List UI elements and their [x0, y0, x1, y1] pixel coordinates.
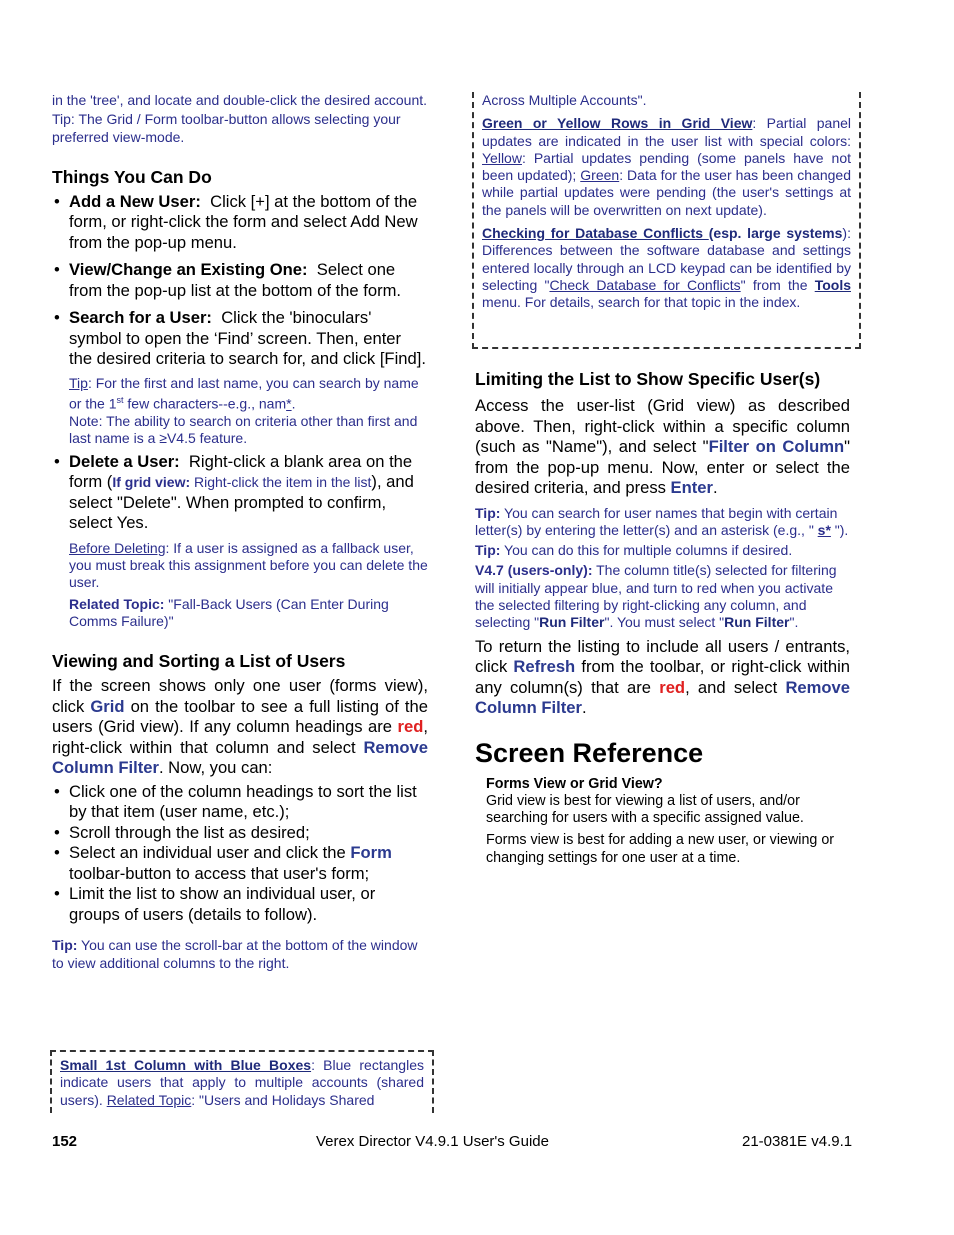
viewing-paragraph: If the screen shows only one user (forms view), click Grid on the toolbar to see a full listing of the users (Grid view). If any column headings are red, right-click within that column and select Remove Column Filter. Now, you can: [52, 676, 429, 778]
document-title: Verex Director V4.9.1 User's Guide [316, 1133, 549, 1150]
v47-note: V4.7 (users-only): The column title(s) selected for filtering will initially appear blue, and turn to red when you activate the selected filtering by right-clicking any column, and selecting "Run Filter". You must select "Run Filter". [475, 562, 837, 631]
viewing-list [52, 782, 428, 926]
green-yellow-note: Green or Yellow Rows in Grid View: Partial panel updates are indicated in the user list with special colors: Yellow: Partial updates pending (some panels have not been updated); Green: Data for the user has been changed while partial updates were pending (the user's settings at the panels will be overwritten on next update). [482, 115, 851, 218]
forms-or-grid-section [486, 776, 850, 867]
list-item: • Limit the list to show an individual user, or groups of users (details to follow). [52, 884, 428, 925]
grid-view-text: Grid view is best for viewing a list of users, and/or searching for users with a specific assigned value. [486, 792, 804, 827]
right-column [475, 368, 850, 867]
forms-view-text: Forms view is best for adding a new user, or viewing or changing settings for one user at a time. [486, 832, 835, 866]
forms-or-grid-heading: Forms View or Grid View? [486, 775, 663, 792]
search-tip: Tip: For the first and last name, you can search by name or the 1st few characters--e.g., nam*. Note: The ability to search on criteria other than first and last name is a ≥V4.5 feature. [69, 374, 419, 447]
things-list [52, 192, 428, 370]
asterisk-tip: Tip: You can search for user names that begin with certain letter(s) by entering the letter(s) and an asterisk (e.g., " s* "). [475, 504, 849, 538]
limiting-paragraph: Access the user-list (Grid view) as described above. Then, right-click within a specific column (such as "Name"), and select "Filter on Column" from the pop-up menu. Now, enter or select the desired criteria, and press Enter. [475, 396, 850, 497]
intro-tip: Tip: The Grid / Form toolbar-button allows selecting your preferred view-mode. [52, 111, 401, 145]
list-item: • Delete a User: Right-click a blank area on the form (If grid view: Right-click the item in the list), and select "Delete". When prompted to confirm, select Yes. [52, 452, 428, 534]
shared-users-note-box: Small 1st Column with Blue Boxes: Blue rectangles indicate users that apply to multiple accounts (shared users). Related Topic: "Users and Holidays Shared [50, 1050, 434, 1113]
list-item: • Search for a User: Click the 'binoculars' symbol to open the ‘Find’ screen. Then, enter the desired criteria to search for, and click [Find]. [52, 308, 428, 370]
scroll-tip: Tip: You can use the scroll-bar at the bottom of the window to view additional columns to the right. [52, 937, 418, 971]
things-heading: Things You Can Do [52, 166, 212, 187]
limiting-heading: Limiting the List to Show Specific User(s) [475, 369, 821, 389]
return-paragraph: To return the listing to include all users / entrants, click Refresh from the toolbar, or right-click within any column(s) that are red, and select Remove Column Filter. [475, 636, 850, 718]
page-number: 152 [52, 1133, 78, 1150]
document-number: 21-0381E v4.9.1 [742, 1133, 853, 1150]
multi-column-tip: Tip: You can do this for multiple columns if desired. [475, 542, 793, 559]
viewing-heading: Viewing and Sorting a List of Users [52, 651, 346, 672]
related-topic: Related Topic: "Fall-Back Users (Can Enter During Comms Failure)" [69, 595, 389, 629]
search-note: Note: The ability to search on criteria other than first and last name is a ≥V4.5 feature. [69, 413, 418, 447]
intro-text: in the 'tree', and locate and double-click the desired account. [52, 92, 428, 108]
list-item: • View/Change an Existing One: Select one from the pop-up list at the bottom of the form. [52, 260, 428, 301]
db-conflicts-note: Checking for Database Conflicts (esp. large systems): Differences between the software database and settings entered locally through an LCD keypad can be identified by selecting "Check Database for Conflicts" from the Tools menu. For details, search for that topic in the index. [482, 225, 851, 311]
shared-users-note-box-cont: Across Multiple Accounts". Green or Yellow Rows in Grid View: Partial panel updates are indicated in the user list with special colors: Yellow: Partial updates pending (some panels have not been updated); Green: Data for the user has been changed while partial updates were pending (the user's settings at the panels will be overwritten on next update). Checking for Database Conflicts (esp. large systems): Differences between the software database and settings entered locally through an LCD keypad can be identified by selecting "Check Database for Conflicts" from the Tools menu. For details, search for that topic in the index. [472, 92, 861, 349]
before-deleting-note: Before Deleting: If a user is assigned as a fallback user, you must break this assignment before you can delete the user. [69, 539, 428, 591]
list-item: • Select an individual user and click the Form toolbar-button to access that user's form; [52, 843, 428, 884]
list-item: • Click one of the column headings to sort the list by that item (user name, etc.); [52, 782, 428, 823]
list-item: • Add a New User: Click [+] at the bottom of the form, or right-click the form and select Add New from the pop-up menu. [52, 192, 428, 254]
delete-list [52, 452, 428, 534]
list-item: • Scroll through the list as desired; [52, 823, 428, 844]
screen-reference-heading: Screen Reference [475, 737, 704, 768]
left-column [52, 92, 428, 972]
